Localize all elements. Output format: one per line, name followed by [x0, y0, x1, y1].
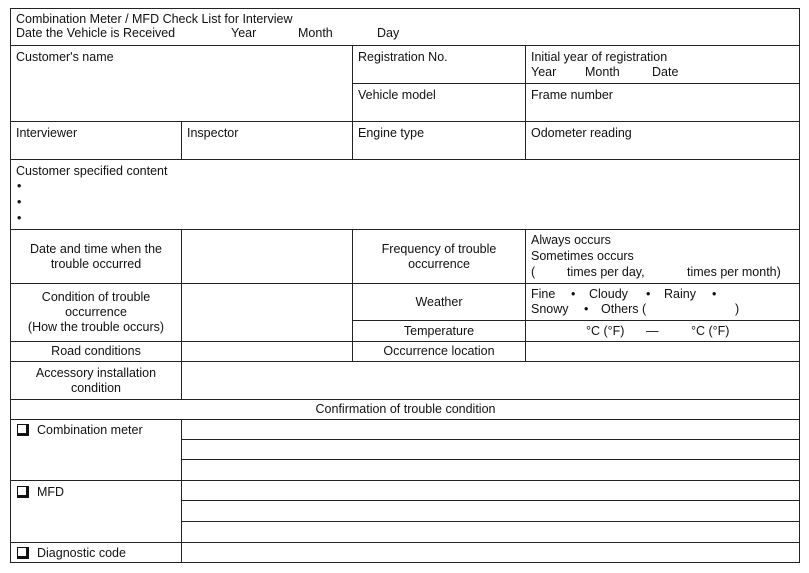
customer-content-cell[interactable]: [10, 159, 800, 229]
bullet-2: •: [17, 195, 22, 209]
odometer-label: Odometer reading: [531, 126, 632, 140]
diagnostic-code-checkbox[interactable]: [17, 547, 29, 559]
open-paren: (: [531, 265, 536, 279]
diagnostic-code-cell[interactable]: [10, 542, 181, 562]
confirmation-title: Confirmation of trouble condition: [315, 402, 496, 416]
interviewer-label: Interviewer: [16, 126, 78, 140]
trouble-datetime-line2: trouble occurred: [50, 256, 142, 271]
year-label: Year: [231, 26, 257, 40]
combination-meter-checkbox[interactable]: [17, 424, 29, 436]
form-title: Combination Meter / MFD Check List for Interview: [16, 12, 293, 26]
mfd-checkbox[interactable]: [17, 486, 29, 498]
vehicle-model-label: Vehicle model: [358, 88, 436, 102]
occurrence-location-label: Occurrence location: [383, 344, 495, 358]
sometimes-occurs-option[interactable]: Sometimes occurs: [531, 249, 634, 263]
condition-value-cell[interactable]: [181, 283, 352, 341]
frame-number-cell[interactable]: [525, 83, 800, 121]
weather-rainy-option[interactable]: Rainy: [664, 287, 696, 301]
frequency-label-cell: [352, 229, 525, 283]
customer-name-label: Customer's name: [16, 50, 114, 64]
combination-meter-line-2[interactable]: [181, 439, 800, 459]
interviewer-cell[interactable]: [10, 121, 181, 159]
date-received-label: Date the Vehicle is Received: [16, 26, 176, 40]
trouble-datetime-label-cell: [10, 229, 181, 283]
temp-unit-2: °C (°F): [691, 324, 730, 338]
trouble-datetime-line1: Date and time when the: [29, 241, 163, 256]
inspector-cell[interactable]: [181, 121, 352, 159]
temp-dash: —: [646, 324, 659, 338]
condition-line2: occurrence: [65, 305, 127, 319]
combination-meter-line-3[interactable]: [181, 459, 800, 480]
outer-border-right: [799, 8, 800, 562]
weather-cloudy-option[interactable]: Cloudy: [589, 287, 628, 301]
bullet-3: •: [17, 211, 22, 225]
outer-border-bottom: [10, 562, 800, 563]
reg-month-label: Month: [585, 65, 620, 79]
always-occurs-option[interactable]: Always occurs: [531, 233, 611, 247]
weather-dot-4: •: [584, 302, 589, 316]
weather-dot-1: •: [571, 287, 576, 301]
engine-type-label: Engine type: [358, 126, 425, 140]
combination-meter-cell[interactable]: [10, 419, 181, 480]
bullet-1: •: [17, 179, 22, 193]
times-per-day-label: times per day,: [567, 265, 645, 279]
weather-label: Weather: [415, 294, 463, 309]
combination-meter-line-1[interactable]: [181, 419, 800, 439]
accessory-line2: condition: [70, 380, 122, 395]
month-label: Month: [298, 26, 333, 40]
road-conditions-label-cell: [10, 341, 181, 361]
frame-number-label: Frame number: [531, 88, 613, 102]
mfd-line-1[interactable]: [181, 480, 800, 500]
occurrence-location-label-cell: [352, 341, 525, 361]
day-label: Day: [377, 26, 400, 40]
accessory-label-cell: [10, 361, 181, 399]
road-conditions-value-cell[interactable]: [181, 341, 352, 361]
reg-year-label: Year: [531, 65, 557, 79]
condition-line1: Condition of trouble: [41, 290, 151, 304]
diagnostic-code-label: Diagnostic code: [37, 546, 126, 560]
confirmation-header-cell: [10, 399, 800, 419]
mfd-line-2[interactable]: [181, 500, 800, 521]
header-cell: [10, 8, 800, 45]
registration-no-label: Registration No.: [358, 50, 448, 64]
customer-content-label: Customer specified content: [16, 164, 168, 178]
vehicle-model-cell[interactable]: [352, 83, 525, 121]
road-conditions-label: Road conditions: [51, 344, 141, 358]
weather-close-paren: ): [735, 302, 740, 316]
weather-options-cell[interactable]: [525, 283, 800, 320]
temperature-label: Temperature: [403, 323, 475, 338]
frequency-options-cell[interactable]: [525, 229, 800, 283]
condition-line3: (How the trouble occurs): [27, 320, 165, 334]
customer-name-cell[interactable]: [10, 45, 352, 121]
odometer-cell[interactable]: [525, 121, 800, 159]
combination-meter-label: Combination meter: [37, 423, 143, 437]
diagnostic-code-value-cell[interactable]: [181, 542, 800, 562]
mfd-label: MFD: [37, 485, 65, 499]
inspector-label: Inspector: [187, 126, 239, 140]
weather-snowy-option[interactable]: Snowy: [531, 302, 569, 316]
initial-registration-cell[interactable]: [525, 45, 800, 83]
engine-type-cell[interactable]: [352, 121, 525, 159]
temperature-value-cell[interactable]: [525, 320, 800, 341]
temperature-label-cell: [352, 320, 525, 341]
frequency-line1: Frequency of trouble: [381, 241, 497, 256]
reg-date-label: Date: [652, 65, 679, 79]
frequency-line2: occurrence: [408, 256, 470, 271]
trouble-datetime-value-cell[interactable]: [181, 229, 352, 283]
occurrence-location-value-cell[interactable]: [525, 341, 800, 361]
weather-others-option[interactable]: Others (: [601, 302, 647, 316]
registration-no-cell[interactable]: [352, 45, 525, 83]
weather-label-cell: [352, 283, 525, 320]
times-per-month-label: times per month): [687, 265, 781, 279]
condition-label-cell: [10, 283, 181, 341]
temp-unit-1: °C (°F): [586, 324, 625, 338]
mfd-line-3[interactable]: [181, 521, 800, 542]
mfd-cell[interactable]: [10, 480, 181, 542]
weather-fine-option[interactable]: Fine: [531, 287, 556, 301]
initial-registration-label: Initial year of registration: [531, 50, 668, 64]
accessory-line1: Accessory installation: [35, 365, 157, 380]
weather-dot-3: •: [712, 287, 717, 301]
weather-dot-2: •: [646, 287, 651, 301]
accessory-value-cell[interactable]: [181, 361, 800, 399]
